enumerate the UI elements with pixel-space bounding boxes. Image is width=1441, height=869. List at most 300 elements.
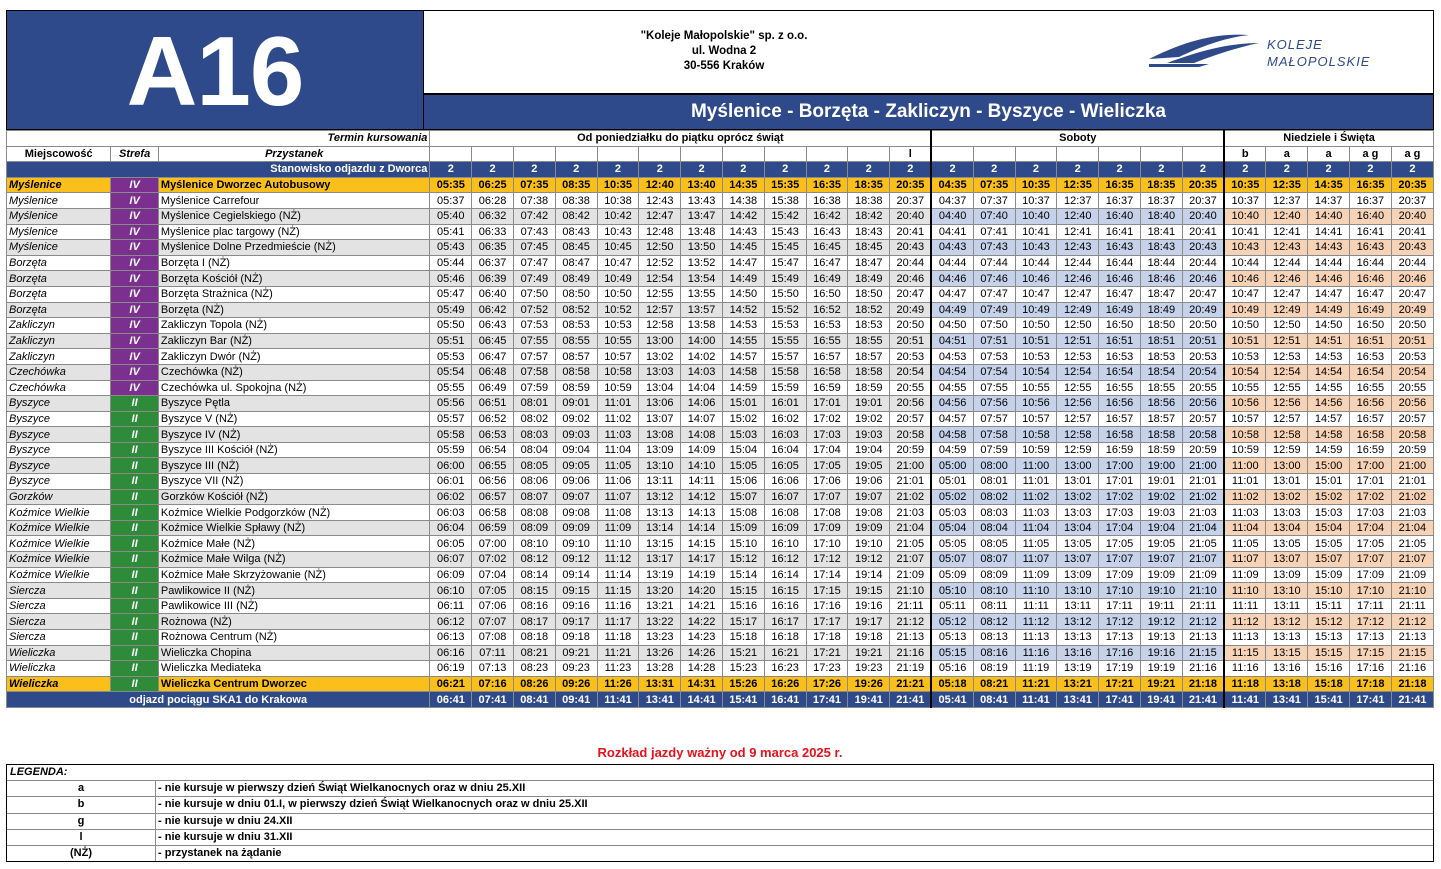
departure-time: 21:03	[1391, 505, 1433, 521]
stop-row	[7, 193, 1434, 209]
departure-time: 16:09	[764, 520, 806, 536]
departure-time: 16:02	[764, 411, 806, 427]
stop-town: Siercza	[7, 583, 111, 599]
departure-time: 08:12	[973, 614, 1015, 630]
stop-name: Koźmice Małe Skrzyżowanie (NŻ)	[158, 567, 429, 583]
departure-time: 07:53	[513, 318, 555, 334]
column-stop-header: Przystanek	[158, 146, 429, 162]
departure-time: 13:04	[1057, 520, 1099, 536]
departure-time: 21:11	[890, 598, 932, 614]
departure-time: 07:05	[472, 583, 514, 599]
departure-time: 13:43	[681, 193, 723, 209]
departure-time: 12:54	[1266, 364, 1308, 380]
departure-time: 19:05	[1140, 536, 1182, 552]
departure-time: 19:16	[1140, 645, 1182, 661]
departure-time: 21:07	[1391, 552, 1433, 568]
departure-time: 06:11	[430, 598, 472, 614]
departure-time: 05:41	[430, 224, 472, 240]
logo-line-1: KOLEJE	[1267, 37, 1323, 52]
departure-time: 15:12	[1308, 614, 1350, 630]
departure-time: 10:38	[597, 193, 639, 209]
course-note	[806, 146, 848, 162]
departure-time: 12:53	[1057, 349, 1099, 365]
departure-time: 17:12	[806, 552, 848, 568]
departure-time: 04:37	[931, 193, 973, 209]
departure-time: 17:18	[1350, 676, 1392, 692]
departure-time: 12:37	[1266, 193, 1308, 209]
departure-stand: 2	[1182, 162, 1224, 178]
departure-time: 19:19	[1140, 661, 1182, 677]
stop-row	[7, 318, 1434, 334]
departure-time: 11:08	[597, 505, 639, 521]
stop-town: Czechówka	[7, 364, 111, 380]
departure-time: 08:26	[513, 676, 555, 692]
departure-time: 18:40	[1140, 208, 1182, 224]
departure-time: 15:14	[722, 567, 764, 583]
departure-time: 15:09	[722, 520, 764, 536]
departure-time: 13:48	[681, 224, 723, 240]
departure-time: 16:54	[1099, 364, 1141, 380]
departure-time: 12:53	[1266, 349, 1308, 365]
departure-time: 14:28	[681, 661, 723, 677]
departure-time: 11:23	[597, 661, 639, 677]
departure-time: 08:21	[513, 645, 555, 661]
zone-badge: IV	[111, 333, 159, 349]
stop-town: Zakliczyn	[7, 333, 111, 349]
departure-time: 15:38	[764, 193, 806, 209]
departure-time: 19:15	[848, 583, 890, 599]
train-departure-time: 19:41	[848, 692, 890, 708]
departure-stand: 2	[555, 162, 597, 178]
departure-time: 17:05	[1099, 536, 1141, 552]
stop-name: Zakliczyn Topola (NŻ)	[158, 318, 429, 334]
departure-time: 19:01	[1140, 474, 1182, 490]
departure-time: 21:00	[1391, 458, 1433, 474]
stop-town: Byszyce	[7, 458, 111, 474]
stop-name: Borzęta Kościół (NŻ)	[158, 271, 429, 287]
departure-time: 19:21	[1140, 676, 1182, 692]
departure-time: 14:37	[1308, 193, 1350, 209]
company-header	[424, 10, 1434, 94]
departure-time: 21:09	[1391, 567, 1433, 583]
stop-row	[7, 224, 1434, 240]
departure-time: 13:40	[681, 177, 723, 193]
departure-time: 04:47	[931, 286, 973, 302]
departure-time: 10:50	[1224, 318, 1266, 334]
departure-time: 05:51	[430, 333, 472, 349]
departure-time: 17:11	[1350, 598, 1392, 614]
departure-time: 17:07	[806, 489, 848, 505]
departure-time: 20:59	[1391, 442, 1433, 458]
stop-row	[7, 583, 1434, 599]
departure-time: 07:02	[472, 552, 514, 568]
departure-time: 14:04	[681, 380, 723, 396]
departure-time: 07:58	[513, 364, 555, 380]
departure-time: 14:10	[681, 458, 723, 474]
departure-time: 21:07	[890, 552, 932, 568]
departure-stand: 2	[1015, 162, 1057, 178]
departure-time: 15:50	[764, 286, 806, 302]
departure-time: 13:05	[1057, 536, 1099, 552]
departure-time: 08:10	[973, 583, 1015, 599]
legend-item	[7, 797, 1433, 813]
departure-time: 17:16	[1099, 645, 1141, 661]
departure-time: 14:03	[681, 364, 723, 380]
departure-time: 14:09	[681, 442, 723, 458]
departure-time: 13:05	[1266, 536, 1308, 552]
departure-time: 12:55	[639, 286, 681, 302]
departure-time: 14:52	[722, 302, 764, 318]
departure-time: 07:35	[973, 177, 1015, 193]
departure-time: 08:43	[555, 224, 597, 240]
legend-key: g	[7, 814, 156, 829]
departure-stand: 2	[1057, 162, 1099, 178]
departure-time: 20:47	[1182, 286, 1224, 302]
departure-time: 08:42	[555, 208, 597, 224]
departure-time: 14:54	[1308, 364, 1350, 380]
departure-time: 13:10	[639, 458, 681, 474]
departure-time: 21:02	[1182, 489, 1224, 505]
stop-row	[7, 661, 1434, 677]
departure-time: 10:43	[1015, 240, 1057, 256]
departure-time: 07:43	[973, 240, 1015, 256]
departure-time: 06:10	[430, 583, 472, 599]
departure-time: 14:58	[722, 364, 764, 380]
departure-time: 16:47	[1350, 286, 1392, 302]
departure-time: 05:44	[430, 255, 472, 271]
departure-time: 20:58	[1391, 427, 1433, 443]
departure-time: 16:57	[1099, 411, 1141, 427]
departure-time: 20:54	[1182, 364, 1224, 380]
departure-time: 12:40	[639, 177, 681, 193]
departure-time: 07:49	[513, 271, 555, 287]
stop-name: Borzęta I (NŻ)	[158, 255, 429, 271]
departure-time: 13:54	[681, 271, 723, 287]
train-departure-time: 07:41	[472, 692, 514, 708]
legend-item	[7, 846, 1433, 861]
departure-time: 18:49	[848, 271, 890, 287]
stop-name: Byszyce V (NŻ)	[158, 411, 429, 427]
departure-time: 11:04	[1015, 520, 1057, 536]
departure-time: 10:54	[1224, 364, 1266, 380]
departure-time: 16:12	[764, 552, 806, 568]
departure-time: 05:02	[931, 489, 973, 505]
departure-time: 11:02	[1224, 489, 1266, 505]
departure-time: 13:21	[1057, 676, 1099, 692]
departure-time: 06:58	[472, 505, 514, 521]
train-departure-time: 13:41	[1057, 692, 1099, 708]
departure-time: 16:49	[806, 271, 848, 287]
departure-time: 17:12	[1350, 614, 1392, 630]
departure-time: 21:15	[1391, 645, 1433, 661]
departure-time: 10:49	[597, 271, 639, 287]
departure-time: 15:02	[722, 411, 764, 427]
departure-time: 17:08	[806, 505, 848, 521]
departure-time: 11:18	[597, 630, 639, 646]
departure-time: 21:10	[890, 583, 932, 599]
stop-name: Pawlikowice II (NŻ)	[158, 583, 429, 599]
stop-name: Pawlikowice III (NŻ)	[158, 598, 429, 614]
zone-badge: II	[111, 552, 159, 568]
departure-time: 10:37	[1224, 193, 1266, 209]
departure-time: 12:44	[1266, 255, 1308, 271]
departure-time: 11:18	[1224, 676, 1266, 692]
departure-time: 04:51	[931, 333, 973, 349]
departure-time: 12:47	[1266, 286, 1308, 302]
departure-time: 13:19	[1057, 661, 1099, 677]
departure-time: 20:56	[1391, 396, 1433, 412]
zone-badge: IV	[111, 302, 159, 318]
departure-time: 13:18	[1266, 676, 1308, 692]
stop-town: Borzęta	[7, 302, 111, 318]
train-departure-time: 15:41	[1308, 692, 1350, 708]
departure-time: 13:57	[681, 302, 723, 318]
column-zone-header: Strefa	[111, 146, 159, 162]
departure-time: 19:00	[1140, 458, 1182, 474]
departure-time: 15:18	[1308, 676, 1350, 692]
departure-time: 13:55	[681, 286, 723, 302]
zone-badge: II	[111, 567, 159, 583]
departure-time: 08:12	[513, 552, 555, 568]
departure-time: 10:49	[1224, 302, 1266, 318]
departure-time: 17:26	[806, 676, 848, 692]
departure-time: 08:49	[555, 271, 597, 287]
stop-row	[7, 333, 1434, 349]
departure-time: 21:10	[1391, 583, 1433, 599]
departure-time: 05:49	[430, 302, 472, 318]
departure-time: 14:31	[681, 676, 723, 692]
departure-time: 13:26	[639, 645, 681, 661]
departure-time: 10:53	[1015, 349, 1057, 365]
departure-time: 17:15	[1350, 645, 1392, 661]
departure-time: 07:06	[472, 598, 514, 614]
departure-time: 05:15	[931, 645, 973, 661]
departure-time: 04:57	[931, 411, 973, 427]
departure-time: 21:16	[890, 645, 932, 661]
departure-stand: 2	[472, 162, 514, 178]
departure-time: 12:48	[639, 224, 681, 240]
departure-time: 09:06	[555, 474, 597, 490]
departure-time: 20:43	[1391, 240, 1433, 256]
departure-time: 11:06	[597, 474, 639, 490]
zone-badge: II	[111, 583, 159, 599]
departure-time: 13:00	[639, 333, 681, 349]
departure-time: 11:01	[1015, 474, 1057, 490]
departure-time: 10:42	[597, 208, 639, 224]
zone-badge: IV	[111, 318, 159, 334]
departure-time: 20:50	[890, 318, 932, 334]
departure-time: 06:02	[430, 489, 472, 505]
stop-row	[7, 411, 1434, 427]
departure-time: 19:12	[1140, 614, 1182, 630]
departure-time: 20:54	[890, 364, 932, 380]
departure-time: 09:07	[555, 489, 597, 505]
departure-time: 08:00	[973, 458, 1015, 474]
departure-time: 07:00	[472, 536, 514, 552]
saturday-header: Soboty	[931, 131, 1224, 147]
departure-time: 17:05	[1350, 536, 1392, 552]
train-departure-time: 21:41	[1182, 692, 1224, 708]
legend-item	[7, 781, 1433, 797]
zone-badge: IV	[111, 349, 159, 365]
departure-time: 09:18	[555, 630, 597, 646]
departure-time: 13:23	[639, 630, 681, 646]
departure-time: 13:09	[1266, 567, 1308, 583]
stop-row	[7, 598, 1434, 614]
departure-time: 10:58	[1015, 427, 1057, 443]
departure-time: 21:04	[1182, 520, 1224, 536]
departure-time: 08:23	[513, 661, 555, 677]
departure-time: 04:50	[931, 318, 973, 334]
stop-name: Koźmice Małe (NŻ)	[158, 536, 429, 552]
departure-time: 08:10	[513, 536, 555, 552]
course-note	[973, 146, 1015, 162]
stop-name: Byszyce VII (NŻ)	[158, 474, 429, 490]
departure-time: 17:01	[1099, 474, 1141, 490]
departure-time: 15:03	[722, 427, 764, 443]
departure-time: 05:10	[931, 583, 973, 599]
departure-time: 18:53	[1140, 349, 1182, 365]
departure-time: 14:21	[681, 598, 723, 614]
departure-time: 20:49	[890, 302, 932, 318]
departure-time: 11:02	[597, 411, 639, 427]
departure-time: 17:21	[1099, 676, 1141, 692]
departure-time: 14:47	[722, 255, 764, 271]
departure-time: 05:12	[931, 614, 973, 630]
departure-time: 17:09	[1099, 567, 1141, 583]
zone-badge: IV	[111, 286, 159, 302]
departure-time: 20:59	[1182, 442, 1224, 458]
departure-time: 18:55	[848, 333, 890, 349]
departure-time: 07:13	[472, 661, 514, 677]
departure-time: 05:13	[931, 630, 973, 646]
legend-item	[7, 830, 1433, 846]
departure-time: 06:51	[472, 396, 514, 412]
train-departure-time: 21:41	[890, 692, 932, 708]
zone-badge: II	[111, 645, 159, 661]
zone-badge: II	[111, 411, 159, 427]
departure-time: 16:10	[764, 536, 806, 552]
departure-time: 05:07	[931, 552, 973, 568]
departure-stand: 2	[681, 162, 723, 178]
departure-time: 14:23	[681, 630, 723, 646]
departure-time: 07:53	[973, 349, 1015, 365]
departure-time: 13:21	[639, 598, 681, 614]
stop-row	[7, 645, 1434, 661]
departure-stand-label: Stanowisko odjazdu z Dworca	[7, 162, 430, 178]
course-note	[931, 146, 973, 162]
zone-badge: IV	[111, 177, 159, 193]
departure-time: 10:53	[597, 318, 639, 334]
departure-time: 21:11	[1391, 598, 1433, 614]
departure-time: 19:09	[1140, 567, 1182, 583]
departure-time: 16:53	[1099, 349, 1141, 365]
departure-time: 05:55	[430, 380, 472, 396]
train-departure-time: 11:41	[1224, 692, 1266, 708]
departure-time: 20:56	[890, 396, 932, 412]
departure-time: 05:35	[430, 177, 472, 193]
departure-time: 20:51	[1182, 333, 1224, 349]
stop-town: Borzęta	[7, 286, 111, 302]
departure-time: 21:01	[890, 474, 932, 490]
departure-time: 18:54	[1140, 364, 1182, 380]
departure-stand: 2	[848, 162, 890, 178]
departure-time: 20:50	[1182, 318, 1224, 334]
departure-time: 11:03	[1015, 505, 1057, 521]
departure-time: 16:52	[806, 302, 848, 318]
departure-time: 08:05	[973, 536, 1015, 552]
legend-description: - nie kursuje w pierwszy dzień Świąt Wielkanocnych oraz w dniu 25.XII	[158, 782, 526, 794]
departure-time: 11:17	[597, 614, 639, 630]
departure-time: 20:41	[1182, 224, 1224, 240]
departure-time: 13:10	[1057, 583, 1099, 599]
departure-time: 19:14	[848, 567, 890, 583]
departure-time: 08:11	[973, 598, 1015, 614]
departure-time: 13:14	[639, 520, 681, 536]
departure-time: 17:02	[1350, 489, 1392, 505]
zone-badge: IV	[111, 380, 159, 396]
departure-time: 13:11	[1266, 598, 1308, 614]
stop-row	[7, 286, 1434, 302]
departure-time: 06:53	[472, 427, 514, 443]
departure-time: 16:42	[806, 208, 848, 224]
departure-time: 08:35	[555, 177, 597, 193]
departure-time: 10:50	[597, 286, 639, 302]
course-note	[1140, 146, 1182, 162]
departure-time: 10:51	[1015, 333, 1057, 349]
departure-time: 13:22	[639, 614, 681, 630]
departure-time: 16:59	[806, 380, 848, 396]
departure-time: 10:47	[1015, 286, 1057, 302]
departure-time: 07:41	[973, 224, 1015, 240]
company-street: ul. Wodna 2	[691, 45, 757, 57]
departure-time: 12:49	[1057, 302, 1099, 318]
stop-town: Czechówka	[7, 380, 111, 396]
departure-stand: 2	[1266, 162, 1308, 178]
departure-time: 13:52	[681, 255, 723, 271]
departure-time: 09:23	[555, 661, 597, 677]
departure-time: 05:43	[430, 240, 472, 256]
stop-town: Wieliczka	[7, 676, 111, 692]
departure-time: 16:15	[764, 583, 806, 599]
departure-time: 18:52	[848, 302, 890, 318]
departure-time: 15:57	[764, 349, 806, 365]
departure-time: 12:43	[639, 193, 681, 209]
departure-time: 21:05	[1182, 536, 1224, 552]
departure-time: 16:37	[1350, 193, 1392, 209]
departure-time: 08:21	[973, 676, 1015, 692]
stop-name: Borzęta Strażnica (NŻ)	[158, 286, 429, 302]
departure-time: 14:51	[1308, 333, 1350, 349]
departure-time: 16:58	[1350, 427, 1392, 443]
departure-time: 20:53	[1182, 349, 1224, 365]
departure-time: 06:16	[430, 645, 472, 661]
departure-time: 07:47	[973, 286, 1015, 302]
departure-time: 16:44	[1350, 255, 1392, 271]
departure-time: 11:13	[1224, 630, 1266, 646]
departure-time: 16:51	[1099, 333, 1141, 349]
stop-name: Byszyce Pętla	[158, 396, 429, 412]
zone-badge: II	[111, 427, 159, 443]
departure-time: 10:51	[1224, 333, 1266, 349]
departure-time: 21:09	[1182, 567, 1224, 583]
departure-time: 14:49	[1308, 302, 1350, 318]
departure-time: 10:44	[1015, 255, 1057, 271]
departure-time: 11:19	[1015, 661, 1057, 677]
departure-time: 10:54	[1015, 364, 1057, 380]
departure-time: 16:55	[1099, 380, 1141, 396]
departure-time: 14:57	[722, 349, 764, 365]
